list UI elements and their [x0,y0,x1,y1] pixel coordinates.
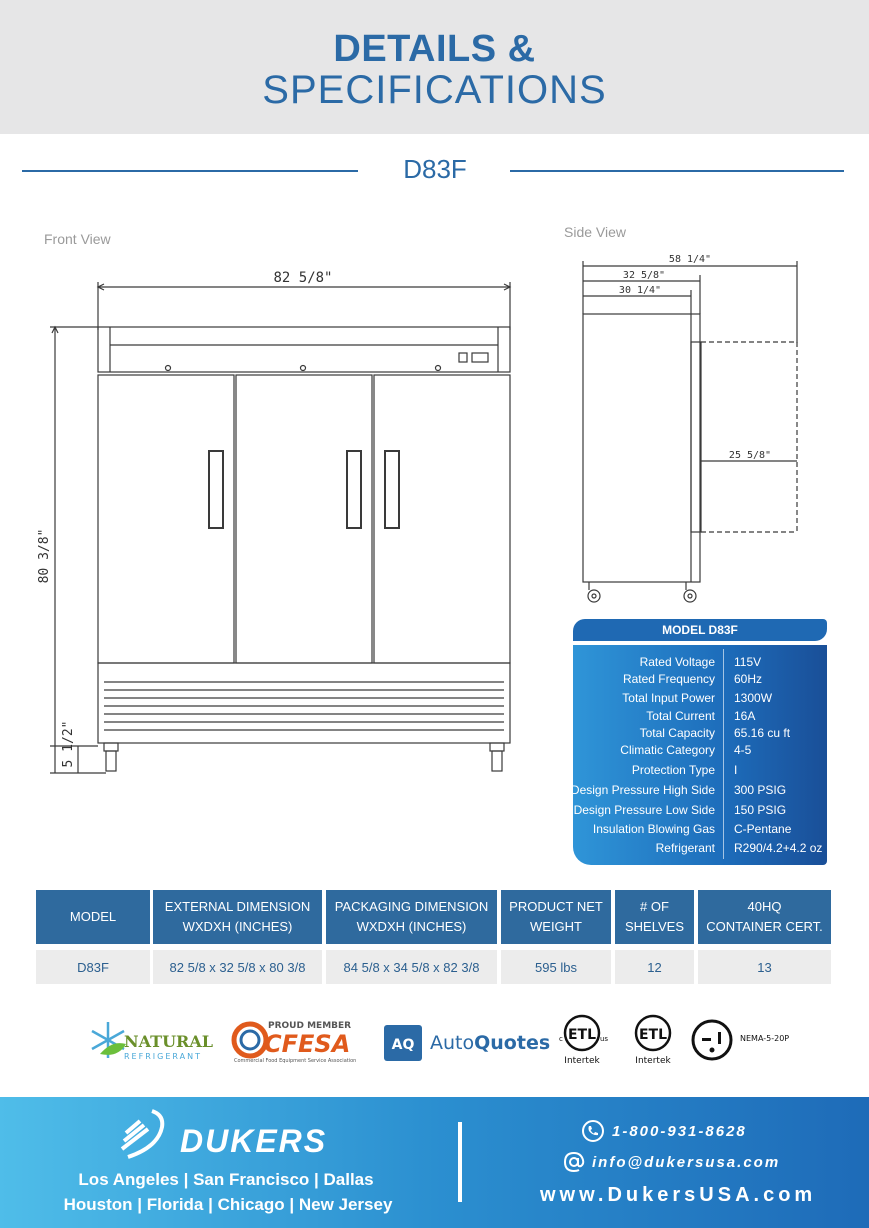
spec-value: 300 PSIG [734,783,787,797]
spec-row [573,691,827,709]
spec-row [573,822,827,840]
spec-row [573,803,827,821]
svg-text:NATURAL: NATURAL [124,1032,213,1051]
table-header-cell: EXTERNAL DIMENSION WXDXH (INCHES) [153,890,322,944]
model-title: D83F [403,154,467,184]
front-view-drawing [50,282,510,773]
svg-text:AutoQuotes: AutoQuotes [430,1032,551,1054]
spec-value: 1300W [734,691,773,705]
etl-cus-logo [559,1016,608,1066]
spec-value: R290/4.2+4.2 oz [734,841,823,855]
spec-label: Total Capacity [639,726,715,740]
table-header-cell: PACKAGING DIMENSION WXDXH (INCHES) [326,890,497,944]
phone-number[interactable]: 1-800-931-8628 [612,1123,747,1140]
spec-row [573,726,827,744]
spec-row [573,655,827,673]
brand-name: DUKERS [180,1123,328,1159]
svg-text:NEMA-5-20P: NEMA-5-20P [740,1034,790,1043]
table-header-cell: PRODUCT NET WEIGHT [501,890,611,944]
spec-row [573,763,827,781]
table-header-cell: 40HQ CONTAINER CERT. [698,890,831,944]
svg-text:Intertek: Intertek [564,1056,600,1066]
spec-value: 16A [734,709,756,723]
front-width-label: 82 5/8" [273,270,333,286]
svg-text:Commercial Food Equipment Serv: Commercial Food Equipment Service Association [234,1058,357,1064]
title-line-2: SPECIFICATIONS [262,68,607,112]
spec-label: Design Pressure High Side [570,783,715,797]
footer [0,1097,869,1228]
svg-text:c: c [559,1035,563,1043]
spec-row [573,709,827,727]
spec-label: Design Pressure Low Side [573,803,715,817]
front-base-label: 5 1/2" [61,720,76,768]
etl-logo [635,1016,671,1066]
spec-label: Protection Type [631,763,715,777]
dukers-logo-icon [118,1107,178,1163]
svg-text:ETL: ETL [638,1027,668,1043]
table-cell: D83F [36,950,150,984]
cfesa-logo [234,1021,356,1064]
svg-text:Intertek: Intertek [635,1056,671,1066]
email-address[interactable]: info@dukersusa.com [592,1154,781,1171]
spec-value: 115V [734,655,762,669]
spec-value: 150 PSIG [734,803,787,817]
table-header-cell: MODEL [36,890,150,944]
phone-icon [581,1119,605,1143]
spec-label: Rated Voltage [639,655,715,669]
side-view-drawing [583,261,797,602]
table-cell: 84 5/8 x 34 5/8 x 82 3/8 [326,950,497,984]
spec-row [573,841,827,859]
svg-text:AQ: AQ [391,1037,415,1053]
leaf-icon [100,1043,126,1055]
natural-refrigerant-logo [92,1022,213,1061]
spec-card-title: MODEL D83F [573,619,827,641]
title-line-1: DETAILS & [333,28,536,70]
cities-line-2: Houston | Florida | Chicago | New Jersey [63,1195,393,1214]
spec-label: Rated Frequency [622,672,715,686]
website-link[interactable]: www.DukersUSA.com [540,1184,817,1206]
table-header-cell: # OF SHELVES [615,890,694,944]
email-icon [562,1150,586,1174]
svg-text:ETL: ETL [567,1027,597,1043]
spec-label: Refrigerant [655,841,715,855]
side-mid-label: 32 5/8" [622,270,666,281]
spec-label: Total Input Power [622,691,715,705]
svg-text:us: us [600,1035,609,1043]
spec-value: I [734,763,738,777]
front-view-label: Front View [44,231,111,247]
spec-label: Total Current [646,709,715,723]
table-cell: 82 5/8 x 32 5/8 x 80 3/8 [153,950,322,984]
svg-text:REFRIGERANT: REFRIGERANT [124,1052,202,1061]
spec-card [570,619,827,865]
spec-label: Insulation Blowing Gas [592,822,715,836]
table-cell: 595 lbs [501,950,611,984]
autoquotes-logo [384,1025,550,1061]
spec-value: C-Pentane [734,822,792,836]
side-body-label: 30 1/4" [618,285,662,296]
front-height-label: 80 3/8" [37,528,52,584]
table-cell: 13 [698,950,831,984]
svg-text:CFESA: CFESA [264,1030,351,1058]
side-total-label: 58 1/4" [668,254,712,265]
nema-plug-icon [693,1021,789,1059]
footer-divider [458,1122,462,1202]
certification-logos [0,1010,869,1080]
spec-value: 4-5 [734,743,752,757]
cities-line-1: Los Angeles | San Francisco | Dallas [78,1170,374,1189]
spec-row [573,672,827,690]
spec-label: Climatic Category [620,743,715,757]
spec-row [573,743,827,761]
spec-row [570,783,827,801]
spec-value: 60Hz [734,672,763,686]
side-view-label: Side View [564,224,627,240]
table-cell: 12 [615,950,694,984]
svg-text:PROUD MEMBER: PROUD MEMBER [268,1021,352,1031]
spec-value: 65.16 cu ft [734,726,791,740]
side-door-label: 25 5/8" [728,450,772,461]
